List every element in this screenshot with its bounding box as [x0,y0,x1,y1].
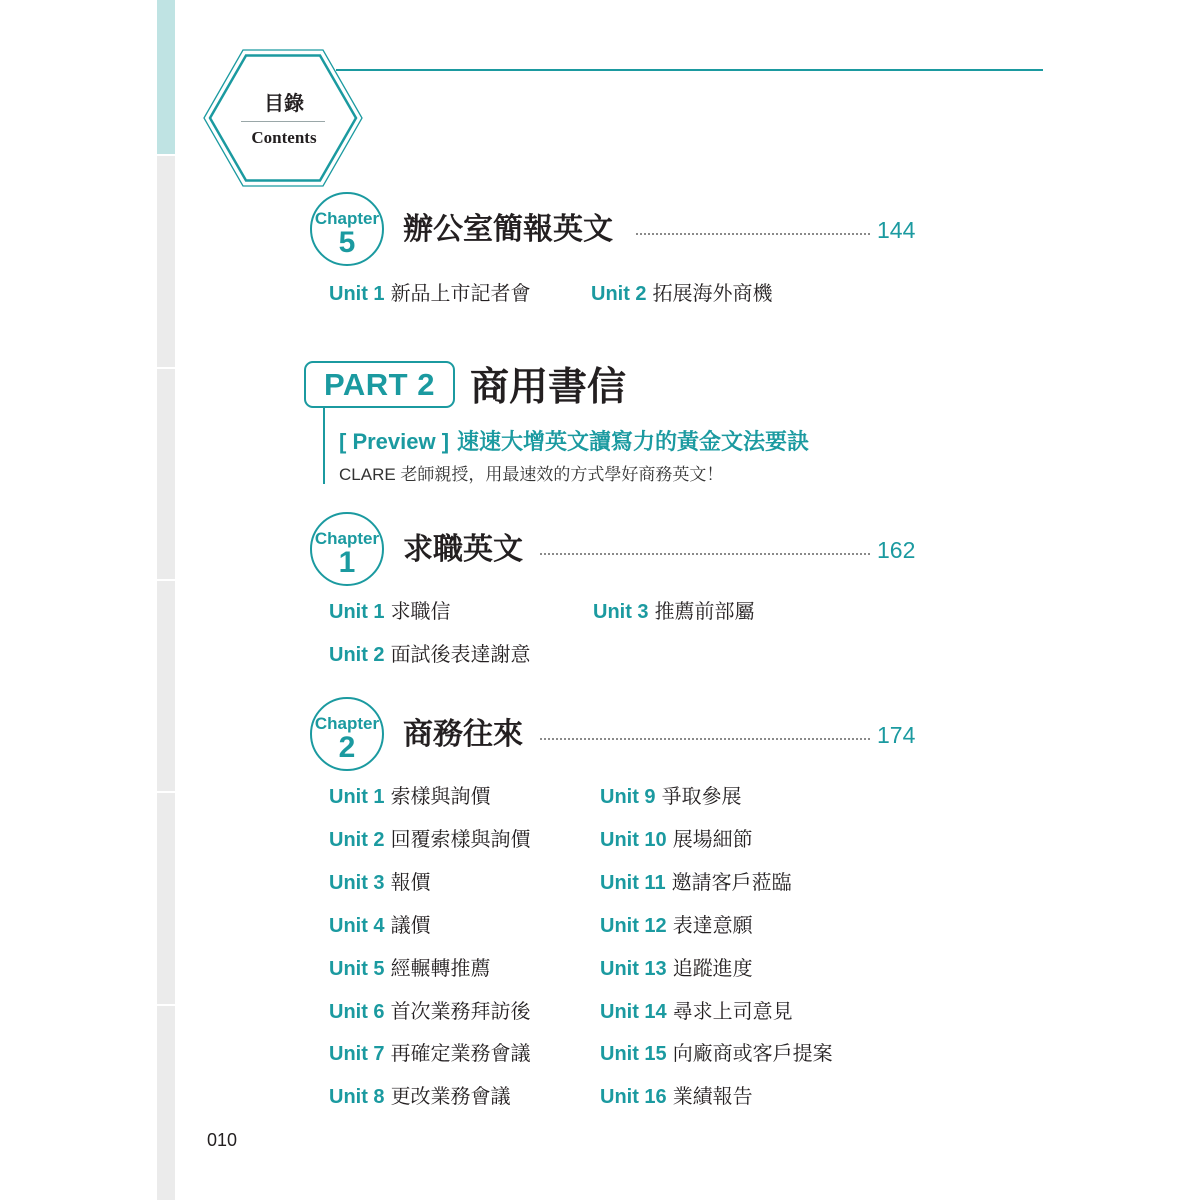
unit-title: 經輾轉推薦 [390,958,491,980]
part-label: PART 2 [324,367,435,402]
dotted-leader [636,233,870,235]
unit-entry [329,871,431,895]
unit-title: 首次業務拜訪後 [390,1001,531,1023]
unit-title: 表達意願 [672,915,753,937]
dotted-leader [540,553,870,555]
unit-label: Unit 4 [329,915,385,937]
unit-entry [600,1042,833,1066]
chapter-5-heading [0,192,1200,272]
unit-title: 更改業務會議 [390,1086,511,1108]
unit-title: 回覆索樣與詢價 [390,829,531,851]
page-number: 010 [207,1130,238,1150]
unit-label: Unit 1 [329,786,385,808]
preview-title: 速速大增英文讀寫力的黃金文法要訣 [457,429,810,454]
unit-entry [600,785,742,809]
unit-label: Unit 3 [593,601,649,623]
header-divider [241,121,325,122]
unit-title: 邀請客戶蒞臨 [671,872,792,894]
unit-title: 業績報告 [672,1086,753,1108]
unit-label: Unit 5 [329,958,385,980]
unit-title: 推薦前部屬 [654,601,755,623]
unit-label: Unit 8 [329,1086,385,1108]
header-rule [336,69,1043,71]
unit-title: 向廠商或客戶提案 [672,1043,833,1065]
unit-entry [600,1000,793,1024]
unit-title: 議價 [390,915,431,937]
index-tab [157,1006,175,1200]
unit-title: 拓展海外商機 [652,283,773,305]
chapter-title: 辦公室簡報英文 [403,213,613,246]
unit-label: Unit 2 [591,283,647,305]
unit-entry [329,785,491,809]
unit-label: Unit 13 [600,958,667,980]
unit-label: Unit 3 [329,872,385,894]
unit-title: 報價 [390,872,431,894]
unit-entry [329,1000,531,1024]
unit-entry [593,600,755,624]
dotted-leader [540,738,870,740]
chapter-title: 求職英文 [403,533,523,566]
unit-title: 展場細節 [672,829,753,851]
chapter-page-number: 144 [877,217,916,243]
unit-title: 面試後表達謝意 [390,644,531,666]
unit-label: Unit 1 [329,283,385,305]
unit-entry [329,914,431,938]
unit-title: 爭取參展 [661,786,742,808]
chapter-label: Chapter [314,209,380,228]
chapter-number: 2 [338,731,356,764]
unit-label: Unit 11 [600,872,666,894]
unit-label: Unit 10 [600,829,667,851]
chapter-title: 商務往來 [403,718,523,751]
chapter-number: 5 [338,226,356,259]
unit-entry [600,914,753,938]
chapter-label: Chapter [314,529,380,548]
unit-title: 索樣與詢價 [390,786,491,808]
chapter-1-heading [0,512,1200,592]
unit-label: Unit 7 [329,1043,385,1065]
unit-label: Unit 2 [329,829,385,851]
unit-title: 追蹤進度 [672,958,753,980]
index-tab [157,793,175,1004]
unit-title: 再確定業務會議 [390,1043,531,1065]
unit-label: Unit 1 [329,601,385,623]
contents-title-en: Contents [251,128,317,147]
chapter-page-number: 162 [877,537,916,563]
unit-entry [329,1042,531,1066]
unit-label: Unit 9 [600,786,656,808]
unit-entry [600,871,792,895]
unit-label: Unit 12 [600,915,667,937]
unit-label: Unit 15 [600,1043,667,1065]
hexagon-frame-icon [200,44,368,192]
unit-entry [329,643,531,667]
unit-entry [600,828,753,852]
chapter-page-number: 174 [877,722,916,748]
unit-label: Unit 6 [329,1001,385,1023]
part-title: 商用書信 [470,366,627,409]
contents-title-zh: 目錄 [264,93,304,115]
part-subtitle: CLARE 老師親授，用最速效的方式學好商務英文！ [339,465,724,484]
part-accent-line [323,408,325,484]
chapter-2-heading [0,697,1200,777]
unit-entry [329,957,491,981]
unit-title: 新品上市記者會 [390,283,531,305]
preview-line [339,429,809,455]
unit-label: Unit 14 [600,1001,667,1023]
part-badge [304,361,455,408]
unit-title: 求職信 [390,601,451,623]
unit-label: Unit 16 [600,1086,667,1108]
unit-entry [329,600,451,624]
unit-title: 尋求上司意見 [672,1001,793,1023]
preview-tag: [ Preview ] [339,429,450,454]
unit-entry [600,957,753,981]
chapter-number: 1 [338,546,356,579]
index-tab-active [157,0,175,154]
unit-entry [591,282,773,306]
unit-entry [329,282,531,306]
unit-entry [600,1085,753,1109]
unit-entry [329,1085,511,1109]
unit-label: Unit 2 [329,644,385,666]
chapter-label: Chapter [314,714,380,733]
unit-entry [329,828,531,852]
